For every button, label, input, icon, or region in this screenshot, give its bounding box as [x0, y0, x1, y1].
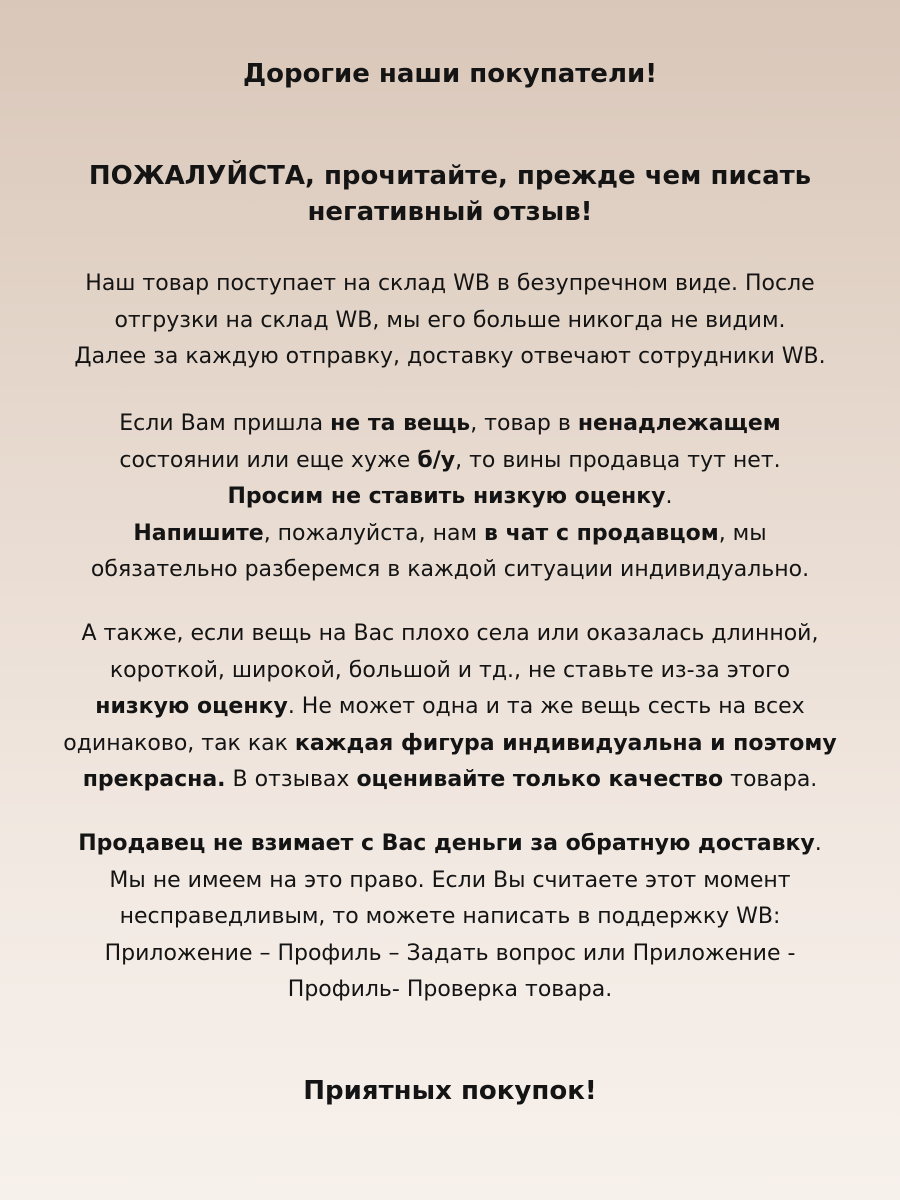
paragraph-fit: А также, если вещь на Вас плохо села или оказалась длинной, короткой, широкой, большой и тд., не ставьте из-за этого низкую оценку. Не может одна и та же вещь сесть на всех одинаково, так как каждая фигура индивидуальна и поэтому прекрасна. В отзывах оценивайте только качество товара.	[63, 621, 837, 792]
paragraph-delivery: Наш товар поступает на склад WB в безупречном виде. После отгрузки на склад WB, мы его больше никогда не видим. Далее за каждую отправку, доставку отвечают сотрудники WB.	[74, 271, 826, 369]
paragraph-wrong-item: Если Вам пришла не та вещь, товар в ненадлежащем состоянии или еще хуже б/у, то вины продавца тут нет. Просим не ставить низкую оценку. Напишите, пожалуйста, нам в чат с продавцом, мы обязательно разберемся в каждой ситуации индивидуально.	[90, 411, 810, 582]
page-title: Дорогие наши покупатели!	[242, 59, 658, 89]
closing-message: Приятных покупок!	[303, 1076, 597, 1106]
warning-heading: ПОЖАЛУЙСТА, прочитайте, прежде чем писать негативный отзыв!	[88, 161, 812, 227]
paragraph-return-shipping: Продавец не взимает с Вас деньги за обратную доставку. Мы не имеем на это право. Если Вы считаете этот момент несправедливым, то можете написать в поддержку WB: Приложение – Профиль – Задать вопрос или Приложение - Профиль- Проверка товара.	[78, 831, 822, 1002]
